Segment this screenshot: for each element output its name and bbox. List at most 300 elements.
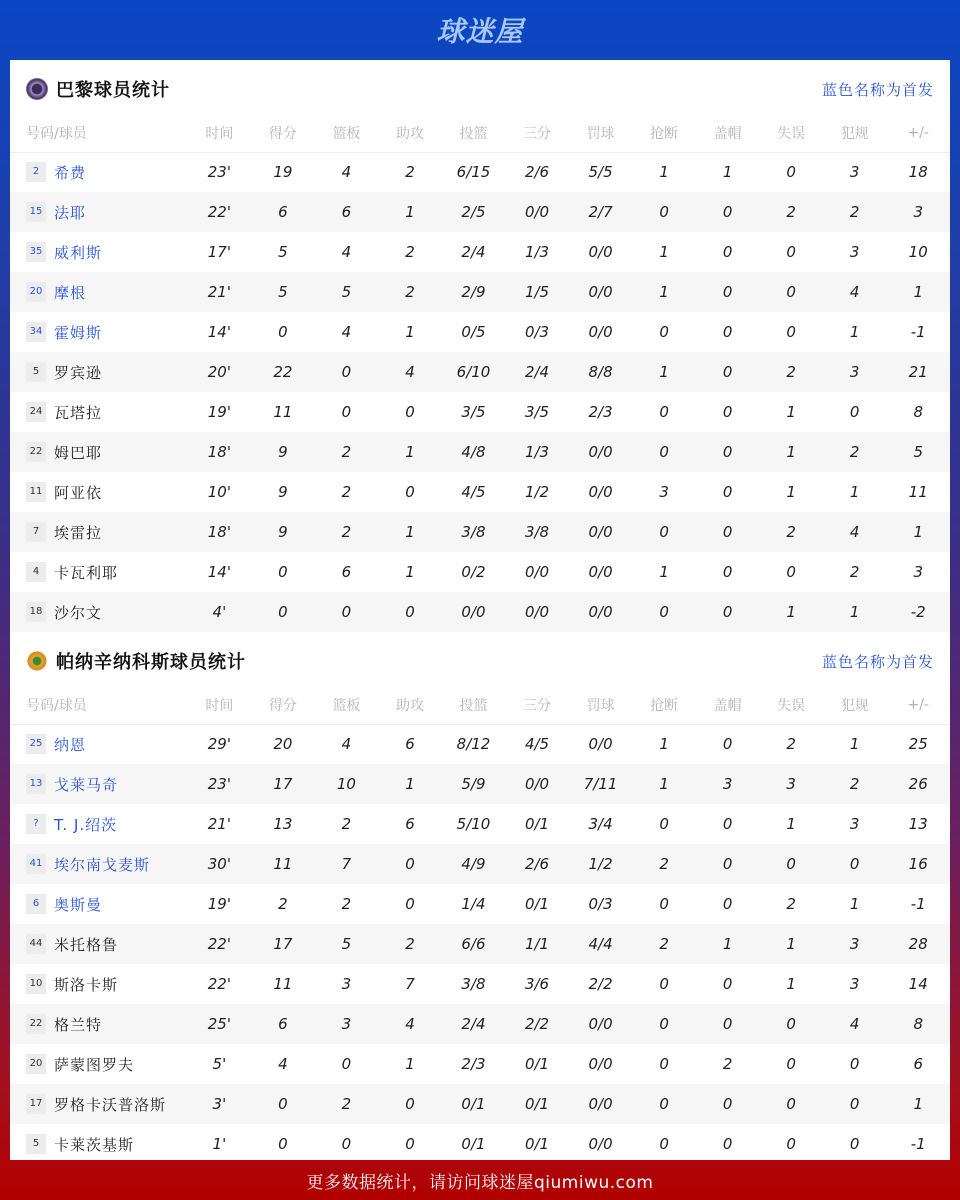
jersey-number-badge: 4 xyxy=(26,562,46,582)
stat-cell: 21' xyxy=(207,815,231,833)
player-name[interactable]: 罗格卡沃普洛斯 xyxy=(54,1095,167,1114)
stat-cell: 2 xyxy=(759,512,823,552)
stat-cell: 13 xyxy=(273,815,293,833)
stat-cell: 1 xyxy=(886,1084,950,1124)
stat-cell: 0 xyxy=(722,243,733,261)
stat-cell: 1 xyxy=(378,764,442,804)
stat-cell: 2/4 xyxy=(505,352,569,392)
stat-cell: 3 xyxy=(849,815,860,833)
stat-cell: 22' xyxy=(188,192,252,232)
column-header: 得分 xyxy=(251,690,315,724)
stat-cell: 18' xyxy=(188,512,252,552)
stat-cell: 0 xyxy=(722,323,733,341)
stat-cell: 14' xyxy=(207,563,231,581)
stat-cell: 2 xyxy=(823,764,887,804)
stat-cell: 0 xyxy=(659,1135,669,1153)
team-name: 帕纳辛纳科斯球员统计 xyxy=(56,652,246,673)
column-header: 号码/球员 xyxy=(10,118,188,152)
stat-cell: 1/3 xyxy=(505,432,569,472)
player-name[interactable]: 姆巴耶 xyxy=(54,443,103,462)
stat-cell: 1/4 xyxy=(461,895,486,913)
stat-cell: 1 xyxy=(632,764,696,804)
stat-cell: 1 xyxy=(849,483,860,501)
stat-cell: 8/12 xyxy=(456,735,491,754)
stat-cell: 2 xyxy=(278,895,288,913)
player-cell xyxy=(10,272,188,312)
stat-cell: 13 xyxy=(908,815,928,833)
stat-cell: 7 xyxy=(315,844,379,884)
player-name[interactable]: 纳恩 xyxy=(54,735,87,754)
player-name[interactable]: 卡莱茨基斯 xyxy=(54,1135,135,1154)
stat-cell: 0 xyxy=(659,323,669,341)
stat-cell: 0 xyxy=(696,352,760,392)
player-name[interactable]: 法耶 xyxy=(54,203,87,222)
stat-cell: 19' xyxy=(207,403,231,421)
stat-cell: 2 xyxy=(632,924,696,964)
stat-cell: 2 xyxy=(759,192,823,232)
panathinaikos-team-logo-icon xyxy=(26,650,48,672)
table-row[interactable] xyxy=(10,1004,950,1044)
stat-cell: 0/1 xyxy=(505,1084,569,1124)
stat-cell: 2 xyxy=(632,844,696,884)
table-header-row xyxy=(10,690,950,724)
table-row[interactable] xyxy=(10,1044,950,1084)
stat-cell: 0 xyxy=(722,1135,733,1153)
stat-cell: 0 xyxy=(315,592,379,632)
stat-cell: 2 xyxy=(722,1055,733,1073)
jersey-number-badge: 18 xyxy=(26,602,46,622)
player-cell xyxy=(10,724,188,764)
stat-cell: 0 xyxy=(405,895,415,913)
stat-cell: 0/0 xyxy=(505,192,569,232)
stat-cell: 0/0 xyxy=(588,1135,613,1153)
section-header xyxy=(10,632,950,690)
table-row[interactable] xyxy=(10,512,950,552)
player-name[interactable]: 罗宾逊 xyxy=(54,363,103,382)
stat-cell: 2/4 xyxy=(442,1004,506,1044)
stat-cell: 0 xyxy=(278,1135,288,1153)
table-row[interactable] xyxy=(10,884,950,924)
stat-cell: 6 xyxy=(341,563,352,581)
player-name[interactable]: T. J.绍茨 xyxy=(54,815,118,834)
stat-cell: 28 xyxy=(886,924,950,964)
stat-cell: 2 xyxy=(341,815,352,833)
column-header: 篮板 xyxy=(315,118,379,152)
team-section xyxy=(10,632,950,1164)
stat-cell: 3/6 xyxy=(524,975,550,993)
stat-cell: 0/0 xyxy=(569,592,633,632)
jersey-number-badge: 41 xyxy=(26,854,46,874)
column-header: 抢断 xyxy=(632,690,696,724)
stat-cell: 0 xyxy=(722,735,733,754)
stat-cell: 2 xyxy=(378,924,442,964)
stat-cell: 11 xyxy=(273,403,293,421)
player-cell xyxy=(10,1124,188,1164)
stat-cell: 3/5 xyxy=(461,403,486,421)
stat-cell: 0/0 xyxy=(588,1055,613,1073)
stat-cell: 0 xyxy=(378,1084,442,1124)
stat-cell: 3/8 xyxy=(461,975,486,993)
stat-cell: 1/1 xyxy=(505,924,569,964)
player-cell xyxy=(10,1084,188,1124)
paris-team-logo-icon xyxy=(26,78,48,100)
column-header: 失误 xyxy=(759,690,823,724)
stat-cell: 4/5 xyxy=(524,735,550,754)
stat-cell: 4 xyxy=(378,352,442,392)
site-logo: 球迷屋 xyxy=(436,15,524,48)
stat-cell: 2/2 xyxy=(588,975,613,993)
stat-cell: 1 xyxy=(849,323,860,341)
player-cell xyxy=(10,152,188,192)
stat-cell: 0 xyxy=(659,815,669,833)
stat-cell: 5 xyxy=(278,243,288,261)
stat-cell: 1 xyxy=(659,735,669,754)
stat-cell: 0 xyxy=(696,432,760,472)
player-name[interactable]: 斯洛卡斯 xyxy=(54,975,119,994)
stat-cell: 0/1 xyxy=(524,1055,550,1073)
stat-cell: 0 xyxy=(632,512,696,552)
player-cell xyxy=(10,192,188,232)
stat-cell: 21 xyxy=(886,352,950,392)
table-row[interactable] xyxy=(10,352,950,392)
stat-cell: 0 xyxy=(696,1004,760,1044)
jersey-number-badge: 7 xyxy=(26,522,46,542)
stat-cell: 3 xyxy=(849,975,860,993)
player-name[interactable]: 阿亚依 xyxy=(54,483,103,502)
stat-cell: 2 xyxy=(315,1084,379,1124)
column-header: +/- xyxy=(886,118,950,152)
player-name[interactable]: 埃尔南戈麦斯 xyxy=(54,855,151,874)
player-cell xyxy=(10,472,188,512)
column-header: 号码/球员 xyxy=(10,690,188,724)
stat-cell: 1 xyxy=(849,895,860,913)
stat-cell: 1 xyxy=(886,272,950,312)
stat-cell: 0 xyxy=(786,1055,796,1073)
stat-cell: 0/0 xyxy=(505,592,569,632)
stat-cell: 0 xyxy=(696,512,760,552)
player-cell xyxy=(10,552,188,592)
stat-cell: 0 xyxy=(849,1055,860,1073)
stat-cell: 0 xyxy=(251,1084,315,1124)
stat-cell: 0 xyxy=(722,815,733,833)
stat-cell: 9 xyxy=(278,483,288,501)
stat-cell: 6/6 xyxy=(442,924,506,964)
stat-cell: 0 xyxy=(722,975,733,993)
column-header: 三分 xyxy=(505,118,569,152)
stat-cell: 2 xyxy=(341,483,352,501)
stat-cell: 0 xyxy=(823,1084,887,1124)
team-title xyxy=(26,76,170,102)
table-row[interactable] xyxy=(10,804,950,844)
stat-cell: 5/9 xyxy=(442,764,506,804)
stat-cell: 0/0 xyxy=(442,592,506,632)
player-name[interactable]: 瓦塔拉 xyxy=(54,403,103,422)
stat-cell: 0/1 xyxy=(442,1084,506,1124)
table-row[interactable] xyxy=(10,764,950,804)
stat-cell: 2 xyxy=(786,735,796,754)
stat-cell: 4/4 xyxy=(569,924,633,964)
stat-cell: 0 xyxy=(696,192,760,232)
jersey-number-badge: 11 xyxy=(26,482,46,502)
stat-cell: 0/2 xyxy=(461,563,486,581)
player-name[interactable]: 霍姆斯 xyxy=(54,323,103,342)
stat-cell: 2/5 xyxy=(442,192,506,232)
column-header: 助攻 xyxy=(378,118,442,152)
table-row[interactable] xyxy=(10,312,950,352)
stat-cell: 0 xyxy=(659,403,669,421)
player-name[interactable]: 埃雷拉 xyxy=(54,523,103,542)
stat-cell: 5 xyxy=(315,272,379,312)
stat-cell: 3 xyxy=(849,243,860,261)
player-name[interactable]: 奥斯曼 xyxy=(54,895,103,914)
stat-cell: 0/3 xyxy=(524,323,550,341)
stat-cell: 30' xyxy=(188,844,252,884)
player-name[interactable]: 戈莱马奇 xyxy=(54,775,119,794)
stat-cell: 3 xyxy=(659,483,669,501)
stat-cell: 18' xyxy=(188,432,252,472)
jersey-number-badge: 22 xyxy=(26,442,46,462)
stat-cell: 0 xyxy=(759,1004,823,1044)
column-header: 失误 xyxy=(759,118,823,152)
stat-cell: 6 xyxy=(405,735,415,754)
stat-cell: 0/0 xyxy=(569,1004,633,1044)
table-row[interactable] xyxy=(10,152,950,192)
stat-cell: 1 xyxy=(786,975,796,993)
stat-cell: 17' xyxy=(207,243,231,261)
stat-cell: 3/4 xyxy=(588,815,613,833)
stat-cell: 0 xyxy=(632,192,696,232)
footer-text[interactable]: 更多数据统计，请访问球迷屋qiumiwu.com xyxy=(306,1172,654,1193)
stat-cell: 2/7 xyxy=(569,192,633,232)
column-header: 三分 xyxy=(505,690,569,724)
player-cell xyxy=(10,312,188,352)
stat-cell: -2 xyxy=(886,592,950,632)
stat-cell: 2 xyxy=(315,512,379,552)
stat-cell: 5 xyxy=(251,272,315,312)
player-cell xyxy=(10,924,188,964)
player-name[interactable]: 威利斯 xyxy=(54,243,103,262)
stat-cell: 7 xyxy=(405,975,415,993)
stat-cell: 0 xyxy=(696,844,760,884)
stat-cell: 25 xyxy=(908,735,928,754)
stat-cell: 0/0 xyxy=(505,764,569,804)
table-row[interactable] xyxy=(10,232,950,272)
stat-cell: 23' xyxy=(207,163,231,182)
starter-legend-note: 蓝色名称为首发 xyxy=(821,652,934,671)
stat-cell: 25' xyxy=(188,1004,252,1044)
stat-cell: 6 xyxy=(315,192,379,232)
stat-cell: 1 xyxy=(632,272,696,312)
player-name[interactable]: 米托格鲁 xyxy=(54,935,119,954)
table-row[interactable] xyxy=(10,272,950,312)
column-header: 罚球 xyxy=(569,690,633,724)
jersey-number-badge: 5 xyxy=(26,1134,46,1154)
stat-cell: 2 xyxy=(315,432,379,472)
stat-cell: 4 xyxy=(341,163,352,182)
stat-cell: 20 xyxy=(273,735,293,754)
column-header: 时间 xyxy=(188,118,252,152)
stat-cell: 0/1 xyxy=(524,895,550,913)
table-row[interactable] xyxy=(10,392,950,432)
stat-cell: 4/5 xyxy=(461,483,486,501)
stat-cell: 6 xyxy=(251,192,315,232)
stat-cell: 6/15 xyxy=(456,163,491,182)
table-row[interactable] xyxy=(10,924,950,964)
stat-cell: 1 xyxy=(786,403,796,421)
stat-cell: 2 xyxy=(378,272,442,312)
stat-cell: 5 xyxy=(315,924,379,964)
stat-cell: 6 xyxy=(405,815,415,833)
player-cell xyxy=(10,764,188,804)
stat-cell: 19 xyxy=(273,163,293,182)
stat-cell: 1' xyxy=(212,1135,227,1153)
stat-cell: 0/1 xyxy=(524,1135,550,1153)
stat-cell: 1 xyxy=(378,192,442,232)
stat-cell: 26 xyxy=(886,764,950,804)
jersey-number-badge: 22 xyxy=(26,1014,46,1034)
stat-cell: 3/5 xyxy=(524,403,550,421)
column-header: 盖帽 xyxy=(696,690,760,724)
stat-cell: 2 xyxy=(405,163,415,182)
stat-cell: 11 xyxy=(273,975,293,993)
table-row[interactable] xyxy=(10,844,950,884)
column-header: +/- xyxy=(886,690,950,724)
stat-cell: 0 xyxy=(696,592,760,632)
stat-cell: 2 xyxy=(823,432,887,472)
column-header: 罚球 xyxy=(569,118,633,152)
jersey-number-badge: 17 xyxy=(26,1094,46,1114)
table-row[interactable] xyxy=(10,724,950,764)
player-stats-table xyxy=(10,118,950,632)
jersey-number-badge: 13 xyxy=(26,774,46,794)
team-section xyxy=(10,60,950,632)
stat-cell: 1 xyxy=(632,352,696,392)
stat-cell: 0 xyxy=(341,1135,352,1153)
stat-cell: 17 xyxy=(251,924,315,964)
stat-cell: 4/9 xyxy=(442,844,506,884)
player-name[interactable]: 卡瓦利耶 xyxy=(54,563,119,582)
jersey-number-badge: 20 xyxy=(26,282,46,302)
player-cell xyxy=(10,844,188,884)
column-header: 篮板 xyxy=(315,690,379,724)
column-header: 投篮 xyxy=(442,690,506,724)
stat-cell: 3 xyxy=(315,1004,379,1044)
stat-cell: 0 xyxy=(659,1055,669,1073)
stat-cell: 0 xyxy=(786,323,796,341)
table-row[interactable] xyxy=(10,1084,950,1124)
stat-cell: 0/5 xyxy=(461,323,486,341)
stat-cell: 2 xyxy=(341,895,352,913)
starter-legend-note: 蓝色名称为首发 xyxy=(821,80,934,99)
column-header: 得分 xyxy=(251,118,315,152)
column-header: 抢断 xyxy=(632,118,696,152)
player-name[interactable]: 希费 xyxy=(54,163,87,182)
stat-cell: 19' xyxy=(207,895,231,913)
stat-cell: 1 xyxy=(659,563,669,581)
stat-cell: 6 xyxy=(251,1004,315,1044)
stat-cell: 0/0 xyxy=(588,323,613,341)
table-row[interactable] xyxy=(10,1124,950,1164)
column-header: 助攻 xyxy=(378,690,442,724)
player-name[interactable]: 格兰特 xyxy=(54,1015,103,1034)
stat-cell: 22' xyxy=(207,975,231,993)
stat-cell: 0/1 xyxy=(524,815,550,833)
stat-cell: 0/0 xyxy=(569,432,633,472)
stat-cell: 0 xyxy=(659,975,669,993)
site-header xyxy=(0,0,960,60)
jersey-number-badge: 35 xyxy=(26,242,46,262)
stat-cell: 3 xyxy=(823,924,887,964)
stat-cell: 0 xyxy=(405,483,415,501)
table-row[interactable] xyxy=(10,552,950,592)
stat-cell: 0 xyxy=(632,1084,696,1124)
stat-cell: 5/10 xyxy=(456,815,491,833)
stat-cell: 1 xyxy=(378,432,442,472)
stat-cell: 0 xyxy=(786,243,796,261)
stat-cell: 0 xyxy=(696,1084,760,1124)
stat-cell: 1 xyxy=(759,432,823,472)
player-cell xyxy=(10,964,188,1004)
stat-cell: 4 xyxy=(341,243,352,261)
stat-cell: 1 xyxy=(786,815,796,833)
stat-cell: 0/0 xyxy=(588,483,613,501)
stat-cell: 10 xyxy=(315,764,379,804)
player-name[interactable]: 萨蒙图罗夫 xyxy=(54,1055,135,1074)
stat-cell: 3/8 xyxy=(442,512,506,552)
table-row[interactable] xyxy=(10,472,950,512)
stat-cell: 11 xyxy=(908,483,928,501)
stat-cell: 4 xyxy=(341,735,352,754)
player-cell xyxy=(10,1004,188,1044)
column-header: 盖帽 xyxy=(696,118,760,152)
stat-cell: 1 xyxy=(378,512,442,552)
player-cell xyxy=(10,884,188,924)
jersey-number-badge: 44 xyxy=(26,934,46,954)
stat-cell: 11 xyxy=(251,844,315,884)
stat-cell: 2/6 xyxy=(524,163,550,182)
stat-cell: 0 xyxy=(786,163,796,182)
table-row[interactable] xyxy=(10,592,950,632)
stat-cell: -1 xyxy=(910,1135,926,1153)
stat-cell: 4 xyxy=(341,323,352,341)
player-name[interactable]: 沙尔文 xyxy=(54,603,103,622)
table-row[interactable] xyxy=(10,432,950,472)
table-row[interactable] xyxy=(10,192,950,232)
stat-cell: 0 xyxy=(632,432,696,472)
stat-cell: 1 xyxy=(849,735,860,754)
stat-cell: 18 xyxy=(908,163,928,182)
stat-cell: 0 xyxy=(722,563,733,581)
stat-cell: 1 xyxy=(405,323,415,341)
stat-cell: 4' xyxy=(188,592,252,632)
stat-cell: 17 xyxy=(251,764,315,804)
stat-cell: 2/2 xyxy=(505,1004,569,1044)
stat-cell: 0/0 xyxy=(524,563,550,581)
stat-cell: 1/2 xyxy=(524,483,550,501)
stat-cell: 0 xyxy=(759,1084,823,1124)
stat-cell: 3 xyxy=(341,975,352,993)
table-row[interactable] xyxy=(10,964,950,1004)
jersey-number-badge: 25 xyxy=(26,734,46,754)
stat-cell: 3' xyxy=(188,1084,252,1124)
jersey-number-badge: 2 xyxy=(26,162,46,182)
stat-cell: 20' xyxy=(188,352,252,392)
stat-cell: 0 xyxy=(632,1004,696,1044)
player-name[interactable]: 摩根 xyxy=(54,283,87,302)
stat-cell: 0 xyxy=(632,592,696,632)
player-cell xyxy=(10,352,188,392)
stat-cell: 8/8 xyxy=(569,352,633,392)
